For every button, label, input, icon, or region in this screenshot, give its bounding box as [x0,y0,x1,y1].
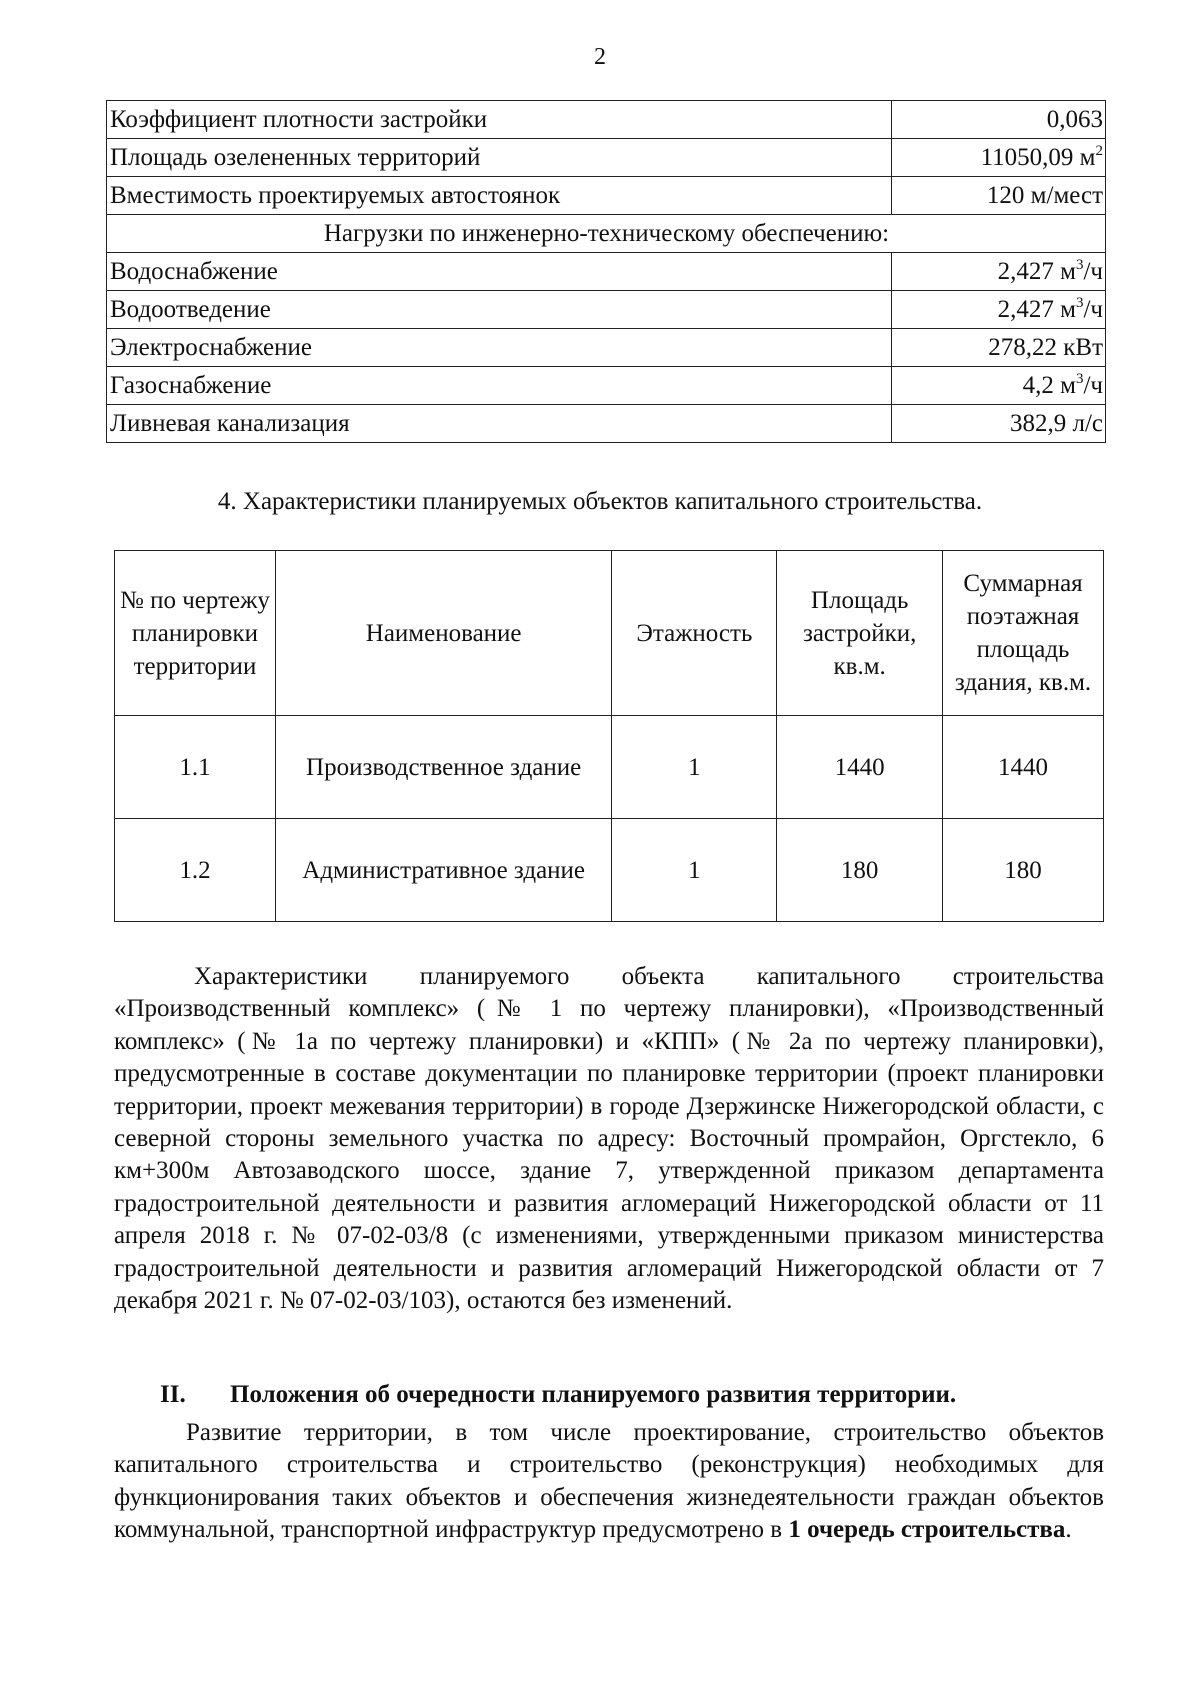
param-label: Площадь озелененных территорий [107,139,892,177]
table-row [107,367,1106,405]
objects-table [114,550,1104,922]
param-value: 4,2 $м^3/ч$ [892,367,1106,405]
param-value: 2,427 $м^3/ч$ [892,253,1106,291]
table-row [107,215,1106,253]
loads-subheading: Нагрузки по инженерно-техническому обеспечению: [107,215,1106,253]
table-cell: 1.1 [115,716,276,819]
table-cell: 1440 [943,716,1104,819]
section-2-title: Положения об очередности планируемого развития территории. [230,1381,957,1408]
column-header: Суммарная поэтажная площадь здания, кв.м. [943,551,1104,716]
section-4-heading: 4. Характеристики планируемых объектов капитального строительства. [217,488,983,515]
param-value: 278,22 кВт [892,329,1106,367]
table-row [115,716,1104,819]
column-header: Наименование [275,551,612,716]
table-cell: Административное здание [275,819,612,922]
param-value: 2,427 $м^3/ч$ [892,291,1106,329]
table-row [107,405,1106,443]
param-label: Электроснабжение [107,329,892,367]
table-row [107,253,1106,291]
table-row [107,291,1106,329]
table-cell: 180 [777,819,943,922]
param-label: Ливневая канализация [107,405,892,443]
section-2-heading [160,1381,956,1409]
table-row [107,177,1106,215]
table-row [107,139,1106,177]
column-header: Этажность [612,551,777,716]
table-header-row [115,551,1104,716]
param-label: Вместимость проектируемых автостоянок [107,177,892,215]
param-value: 382,9 л/с [892,405,1106,443]
param-label: Коэффициент плотности застройки [107,101,892,139]
table-cell: 1 [612,819,777,922]
table-cell: 1.2 [115,819,276,922]
param-value: 0,063 [892,101,1106,139]
paragraph-development-order: Развитие территории, в том числе проектирование, строительство объектов капитального строительства и строительство (реконструкция) необходимых для функционирования таких объектов и обеспечения жизнедеятельности граждан объектов коммунальной, транспортной инфраструктур предусмотрено в 1 очередь строительства. [114,1419,1104,1544]
param-label: Водоснабжение [107,253,892,291]
table-row [107,101,1106,139]
table-cell: 1440 [777,716,943,819]
param-value: 120 м/мест [892,177,1106,215]
param-label: Газоснабжение [107,367,892,405]
bold-phrase: 1 очередь строительства [788,1516,1066,1544]
table-row [107,329,1106,367]
paragraph-characteristics: Характеристики планируемого объекта капитального строительства «Производственный комплекс» (№ 1 по чертежу планировки), «Производственный комплекс» (№ 1а по чертежу планировки) и «КПП» (№ 2а по чертежу планировки), предусмотренные в составе документации по планировке территории (проект планировки территории, проект межевания территории) в городе Дзержинске Нижегородской области, с северной стороны земельного участка по адресу: Восточный промрайон, Оргстекло, 6 км+300м Автозаводского шоссе, здание 7, утвержденной приказом департамента градостроительной деятельности и развития агломераций Нижегородской области от 11 апреля 2018 г. № 07-02-03/8 (с изменениями, утвержденными приказом министерства градостроительной деятельности и развития агломераций Нижегородской области от 7 декабря 2021 г. № 07-02-03/103), остаются без изменений. [114,963,1104,1315]
table-cell: Производственное здание [275,716,612,819]
table-row [115,819,1104,922]
page-number: 2 [594,44,606,70]
param-value: 11050,09 $м^2$ [892,139,1106,177]
column-header: Площадь застройки, кв.м. [777,551,943,716]
parameters-table [106,100,1106,443]
section-2-number: II. [160,1381,186,1408]
table-cell: 180 [943,819,1104,922]
table-cell: 1 [612,716,777,819]
param-label: Водоотведение [107,291,892,329]
column-header: № по чертежу планировки территории [115,551,276,716]
